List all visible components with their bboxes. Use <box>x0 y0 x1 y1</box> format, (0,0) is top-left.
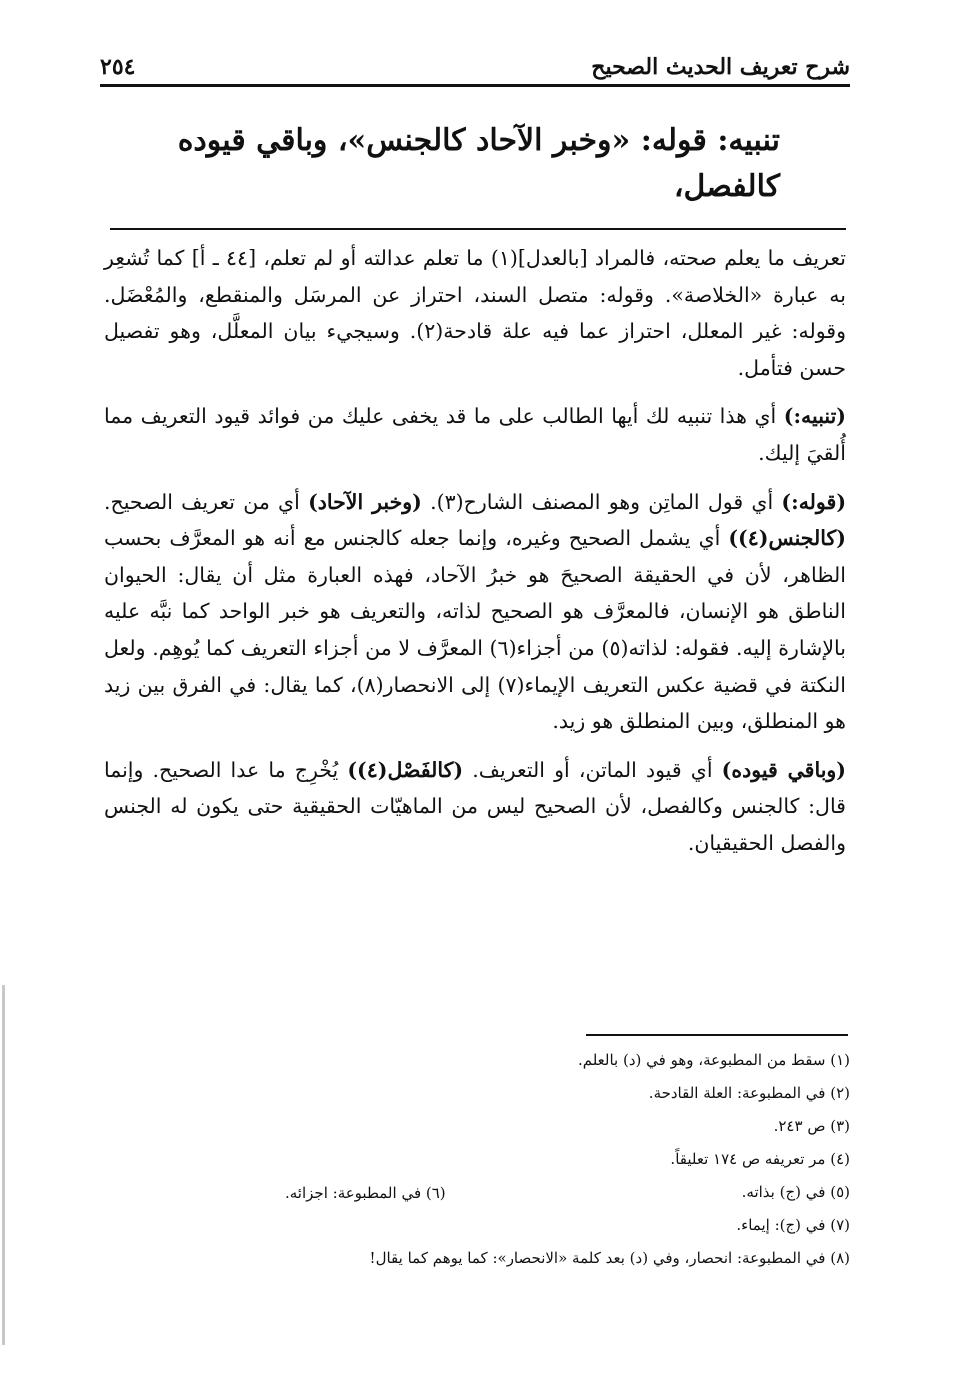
footnote-6: (٦) في المطبوعة: اجزائه. <box>285 1184 446 1202</box>
paragraph-text: أي من تعريف الصحيح. <box>104 489 309 514</box>
paragraph-text: أي هذا تنبيه لك أيها الطالب على ما قد يخفى عليك من فوائد قيود التعريف مما أُلقيَ إليك. <box>104 404 846 465</box>
running-title: شرح تعريف الحديث الصحيح <box>591 54 850 80</box>
footnote-1: (١) سقط من المطبوعة، وهو في (د) بالعلم. <box>577 1051 850 1069</box>
footnote-8: (٨) في المطبوعة: انحصار، وفي (د) بعد كلمة «الانحصار»: كما يوهم كما يقال! <box>369 1249 850 1267</box>
matn-text: تنبيه: قوله: «وخبر الآحاد كالجنس»، وباقي قيوده كالفصل، <box>177 123 780 204</box>
footnote-3: (٣) ص ٢٤٣. <box>773 1117 850 1135</box>
lemma: (وخبر الآحاد) <box>308 489 422 514</box>
paragraph-1: تعريف ما يعلم صحته، فالمراد [بالعدل](١) ما تعلم عدالته أو لم تعلم، [٤٤ ـ أ] كما تُشعِر به عبارة «الخلاصة». وقوله: متصل السند، احتراز عن المرسَل والمنقطع، والمُعْضَل. وقوله: غير المعلل، احتراز عما فيه علة قادحة(٢). وسيجيء بيان المعلَّل، وهو تفصيل حسن فتأمل. <box>104 246 846 380</box>
paragraph-2 <box>104 398 846 471</box>
footnote-4: (٤) مر تعريفه ص ١٧٤ تعليقاً. <box>670 1150 850 1168</box>
lemma: (وباقي قيوده) <box>721 757 847 782</box>
footnote-7: (٧) في (ج): إيماء. <box>736 1216 850 1234</box>
page-number: ٢٥٤ <box>100 54 136 80</box>
footnotes <box>200 1044 850 1275</box>
footnote-2: (٢) في المطبوعة: العلة القادحة. <box>648 1084 850 1102</box>
commentary-body <box>104 240 846 874</box>
lemma: (قوله:) <box>781 489 847 514</box>
paragraph-3 <box>104 484 846 740</box>
page-header <box>100 40 850 80</box>
footnote-5: (٥) في (ج) بذاته. <box>741 1183 850 1201</box>
paragraph-text: أي قول الماتِن وهو المصنف الشارح(٣). <box>421 489 782 514</box>
paragraph-text: يُخْرِج ما عدا الصحيح. وإنما قال: كالجنس وكالفصل، لأن الصحيح ليس من الماهيّات الحقيقية حتى يكون له الجنس والفصل الحقيقيان. <box>104 757 846 855</box>
paragraph-text: أي يشمل الصحيح وغيره، وإنما جعله كالجنس مع أنه هو المعرَّف بحسب الظاهر، لأن في الحقيقة الصحيحَ هو خبرُ الآحاد، فهذه العبارة مثل أن يقال: الحيوان الناطق هو الإنسان، فالمعرَّف هو الصحيح لذاته، والتعريف هو خبر الواحد كما نبَّه عليه بالإشارة إليه. فقوله: لذاته(٥) من أجزاء(٦) المعرَّف لا من أجزاء التعريف كما يُوهِم. ولعل النكتة في قضية عكس التعريف الإيماء(٧) إلى الانحصار(٨)، كما يقال: في الفرق بين زيد هو المنطلق، وبين المنطلق هو زيد. <box>104 526 846 734</box>
scan-margin-shadow <box>2 985 5 1345</box>
lemma: (كالفَصْل(٤)) <box>347 757 464 782</box>
paragraph-4 <box>104 752 846 862</box>
lemma: (كالجنس(٤)) <box>728 526 846 551</box>
paragraph-text: أي قيود الماتن، أو التعريف. <box>463 757 722 782</box>
header-rule <box>100 84 850 87</box>
matn-separator <box>110 228 846 230</box>
footnote-rule <box>586 1034 848 1036</box>
lemma: (تنبيه:) <box>783 404 846 429</box>
